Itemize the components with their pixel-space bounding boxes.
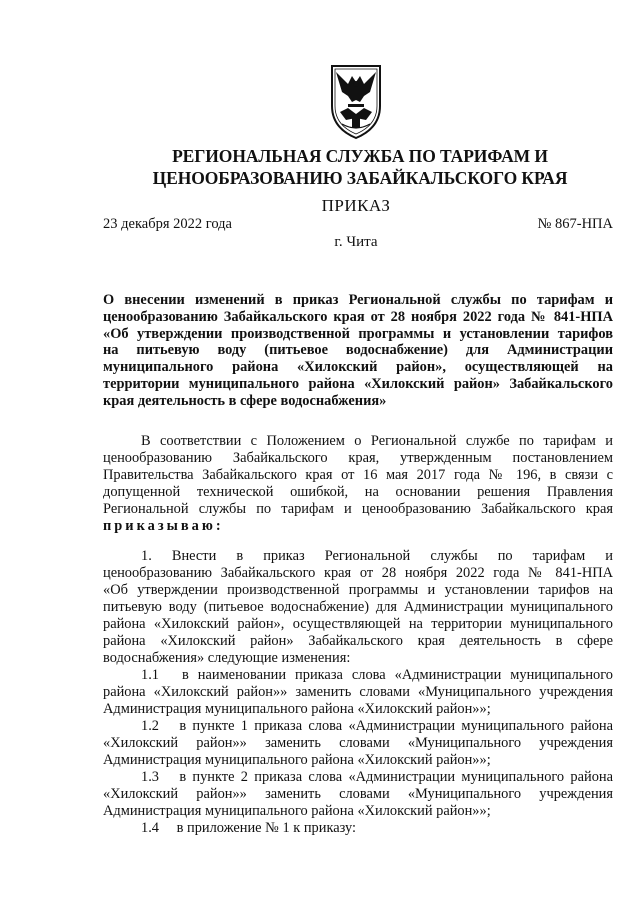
title-line: ценообразованию Забайкальского края от 28 ноября 2022 года № 841-НПА <box>103 308 613 325</box>
document-city: г. Чита <box>334 234 378 250</box>
item-1-line: ценообразованию Забайкальского края от 28 ноября 2022 года № 841-НПА <box>103 565 613 581</box>
item-1-line: водоснабжения» следующие изменения: <box>103 650 351 666</box>
item-1-3-line: «Хилокский район»» заменить словами «Муниципального учреждения <box>103 786 613 802</box>
item-1-paragraph <box>103 548 613 667</box>
title-line: территории муниципального района «Хилокский район» Забайкальского <box>103 375 613 392</box>
title-line: на питьевую воду (питьевое водоснабжение) для Администрации <box>103 342 613 359</box>
document-date: 23 декабря 2022 года <box>103 216 232 232</box>
organization-name-line-1: РЕГИОНАЛЬНАЯ СЛУЖБА ПО ТАРИФАМ И <box>172 146 548 166</box>
item-1-2-text: в пункте 1 приказа слова «Администрации муниципального района <box>179 718 613 734</box>
item-1-2-number: 1.2 <box>141 718 159 734</box>
item-1-line: района «Хилокский район», осуществляющей на территории муниципального <box>103 616 613 632</box>
order-word: приказываю: <box>103 518 224 534</box>
item-1-1-text: в наименовании приказа слова «Администрации муниципального <box>182 667 613 683</box>
title-line: «Об утверждении производственной программы и установлении тарифов <box>103 325 613 342</box>
item-1-4-text: в приложение № 1 к приказу: <box>176 820 356 836</box>
item-1-2-paragraph <box>103 718 613 769</box>
item-1-4-paragraph <box>103 820 613 837</box>
item-1-3-paragraph <box>103 769 613 820</box>
item-1-4-number: 1.4 <box>141 820 159 836</box>
item-1-line: «Об утверждении производственной программы и установлении тарифов на <box>103 582 613 598</box>
item-1-2-line <box>103 718 613 735</box>
preamble-paragraph <box>103 433 613 535</box>
item-1-line: 1. Внести в приказ Региональной службы по тарифам и <box>141 548 613 564</box>
coat-of-arms-emblem <box>326 62 386 140</box>
organization-name <box>60 145 640 189</box>
document-title <box>103 292 613 410</box>
title-line: муниципального района «Хилокский район», осуществляющей на <box>103 359 613 376</box>
preamble-line: ценообразованию Забайкальского края, утвержденным постановлением <box>103 450 613 466</box>
title-line: О внесении изменений в приказ Региональной службы по тарифам и <box>103 292 613 308</box>
item-1-2-line: «Хилокский район»» заменить словами «Муниципального учреждения <box>103 735 613 751</box>
document-type: ПРИКАЗ <box>321 196 391 215</box>
item-1-1-number: 1.1 <box>141 667 159 683</box>
preamble-line: В соответствии с Положением о Региональной службе по тарифам и <box>141 433 613 449</box>
preamble-line: Региональной службы по тарифам и ценообразованию Забайкальского края <box>103 501 613 517</box>
document-number: № 867-НПА <box>537 216 613 232</box>
item-1-1-line <box>103 667 613 684</box>
item-1-3-line: Администрация муниципального района «Хилокский район»»; <box>103 803 491 819</box>
item-1-1-paragraph <box>103 667 613 718</box>
item-1-4-line <box>103 820 613 837</box>
organization-name-line-2: ЦЕНООБРАЗОВАНИЮ ЗАБАЙКАЛЬСКОГО КРАЯ <box>152 168 568 188</box>
item-1-1-line: района «Хилокский район»» заменить словами «Муниципального учреждения <box>103 684 613 700</box>
item-1-2-line: Администрация муниципального района «Хилокский район»»; <box>103 752 491 768</box>
item-1-line: питьевую воду (питьевое водоснабжение) для Администрации муниципального <box>103 599 613 615</box>
preamble-line: допущенной технической ошибкой, на основании решения Правления <box>103 484 613 500</box>
item-1-3-line <box>103 769 613 786</box>
item-1-line: района «Хилокский район» Забайкальского края деятельность в сфере <box>103 633 613 649</box>
item-1-3-text: в пункте 2 приказа слова «Администрации муниципального района <box>179 769 613 785</box>
item-1-1-line: Администрация муниципального района «Хилокский район»»; <box>103 701 491 717</box>
preamble-line: Правительства Забайкальского края от 16 мая 2017 года № 196, в связи с <box>103 467 613 483</box>
item-1-3-number: 1.3 <box>141 769 159 785</box>
title-line: края деятельность в сфере водоснабжения» <box>103 392 387 409</box>
